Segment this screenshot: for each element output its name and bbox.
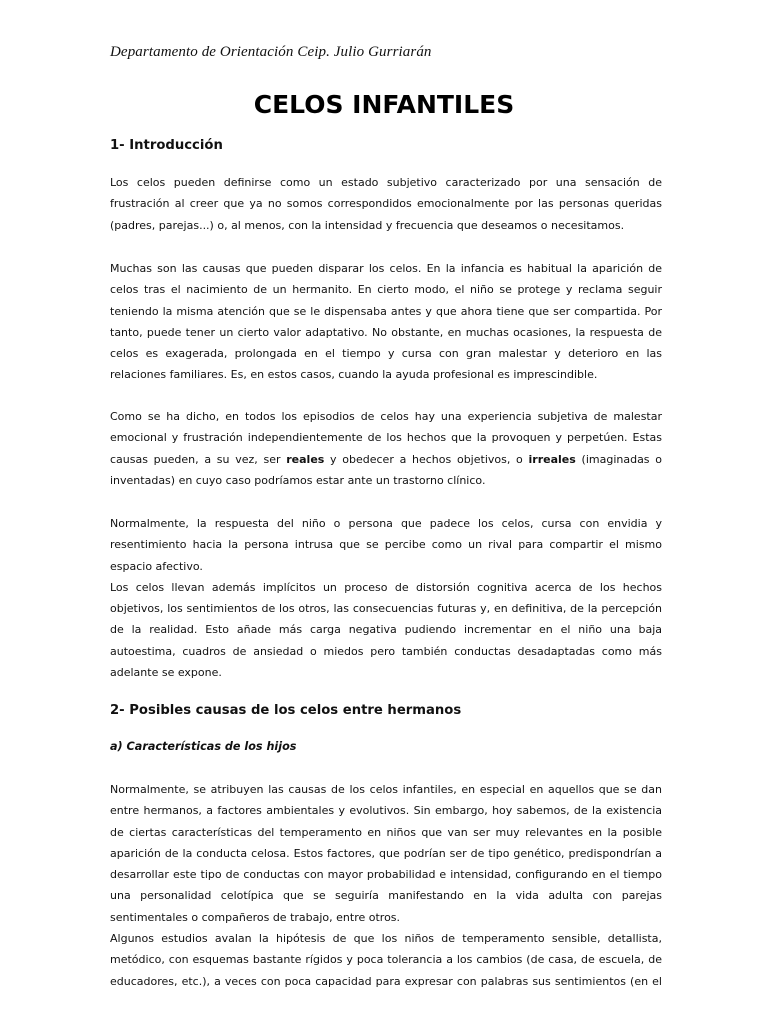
- paragraph-line: aparición de la conducta celosa. Estos factores, que podrían ser de tipo genético, predispondrían a: [110, 846, 662, 860]
- paragraph-line: entre hermanos, a factores ambientales y evolutivos. Sin embargo, hoy sabemos, de la existencia: [110, 804, 662, 818]
- paragraph-line: Los celos pueden definirse como un estado subjetivo caracterizado por una sensación de: [110, 176, 662, 189]
- section-heading-posibles-causas: 2- Posibles causas de los celos entre hermanos: [110, 703, 462, 718]
- paragraph-line: (padres, parejas...) o, al menos, con la intensidad y frecuencia que deseamos o necesitamos.: [110, 218, 625, 232]
- paragraph-line: celos tras el nacimiento de un hermanito. En cierto modo, el niño se protege y reclama seguir: [110, 283, 662, 297]
- paragraph-line: objetivos, los sentimientos de los otros, las consecuencias futuras y, en definitiva, de la percepción: [110, 602, 662, 616]
- paragraph-line: educadores, etc.), a veces con poca capacidad para expresar con palabras sus sentimientos (en el: [110, 974, 662, 988]
- paragraph-line: metódico, con esquemas bastante rígidos y poca tolerancia a los cambios (de casa, de escuela, de: [110, 953, 662, 967]
- paragraph-line: Algunos estudios avalan la hipótesis de que los niños de temperamento sensible, detallista,: [110, 932, 662, 946]
- paragraph-line: de la realidad. Esto añade más carga negativa pudiendo incrementar en el niño una baja: [110, 623, 662, 637]
- section-heading-introduccion: 1- Introducción: [110, 138, 223, 153]
- paragraph-line: autoestima, cuadros de ansiedad o miedos pero también conductas desadaptadas como más: [110, 644, 662, 658]
- paragraph: [110, 172, 662, 236]
- paragraph: [110, 779, 662, 992]
- bold-term-reales: reales: [286, 452, 325, 466]
- paragraph-line: relaciones familiares. Es, en estos casos, cuando la ayuda profesional es imprescindible.: [110, 368, 598, 382]
- paragraph-line: inventadas) en cuyo caso podríamos estar ante un trastorno clínico.: [110, 473, 486, 487]
- paragraph-line: Normalmente, se atribuyen las causas de los celos infantiles, en especial en aquellos que se dan: [110, 783, 662, 796]
- paragraph-line: resentimiento hacia la persona intrusa que se percibe como un rival para compartir el mismo: [110, 538, 662, 552]
- text-run: (imaginadas o: [575, 452, 662, 466]
- paragraph-line: de ciertas características del temperamento en niños que van ser muy relevantes en la posible: [110, 825, 662, 839]
- paragraph-line: Muchas son las causas que pueden disparar los celos. En la infancia es habitual la aparición de: [110, 262, 662, 275]
- paragraph-line: espacio afectivo.: [110, 559, 203, 573]
- paragraph-line: desarrollar este tipo de conductas con mayor probabilidad e intensidad, configurando en el tiempo: [110, 868, 662, 882]
- paragraph-line: teniendo la misma atención que se le dispensaba antes y que ahora tiene que ser compartida. Por: [110, 304, 662, 318]
- paragraph-line: adelante se expone.: [110, 666, 222, 680]
- paragraph-line: Como se ha dicho, en todos los episodios de celos hay una experiencia subjetiva de malestar: [110, 410, 662, 423]
- paragraph-line: una personalidad celotípica que se seguiría manifestando en la vida adulta con parejas: [110, 889, 662, 903]
- paragraph-line: sentimentales o compañeros de trabajo, entre otros.: [110, 910, 401, 924]
- paragraph-line: frustración al creer que ya no somos correspondidos emocionalmente por las personas queridas: [110, 197, 662, 211]
- document-title: CELOS INFANTILES: [253, 90, 515, 119]
- paragraph: [110, 406, 662, 491]
- paragraph-line: emocional y frustración independientemente de los hechos que la provoquen y perpetúen. Estas: [110, 431, 662, 445]
- subheading-caracteristicas-hijos: a) Características de los hijos: [110, 740, 297, 753]
- text-run: y obedecer a hechos objetivos, o: [324, 452, 529, 466]
- paragraph-line: tanto, puede tener un cierto valor adaptativo. No obstante, en muchas ocasiones, la respuesta de: [110, 325, 662, 339]
- paragraph-line: Normalmente, la respuesta del niño o persona que padece los celos, cursa con envidia y: [110, 517, 662, 530]
- text-run: causas pueden, a su vez, ser: [110, 452, 287, 466]
- paragraph: [110, 513, 662, 683]
- paragraph: [110, 258, 662, 386]
- paragraph-line: Los celos llevan además implícitos un proceso de distorsión cognitiva acerca de los hechos: [110, 580, 662, 594]
- paragraph-line: [110, 449, 662, 470]
- paragraph-line: celos es exagerada, prolongada en el tiempo y cursa con gran malestar y deterioro en las: [110, 347, 662, 361]
- bold-term-irreales: irreales: [528, 452, 576, 466]
- page-header: Departamento de Orientación Ceip. Julio Gurriarán: [110, 44, 432, 60]
